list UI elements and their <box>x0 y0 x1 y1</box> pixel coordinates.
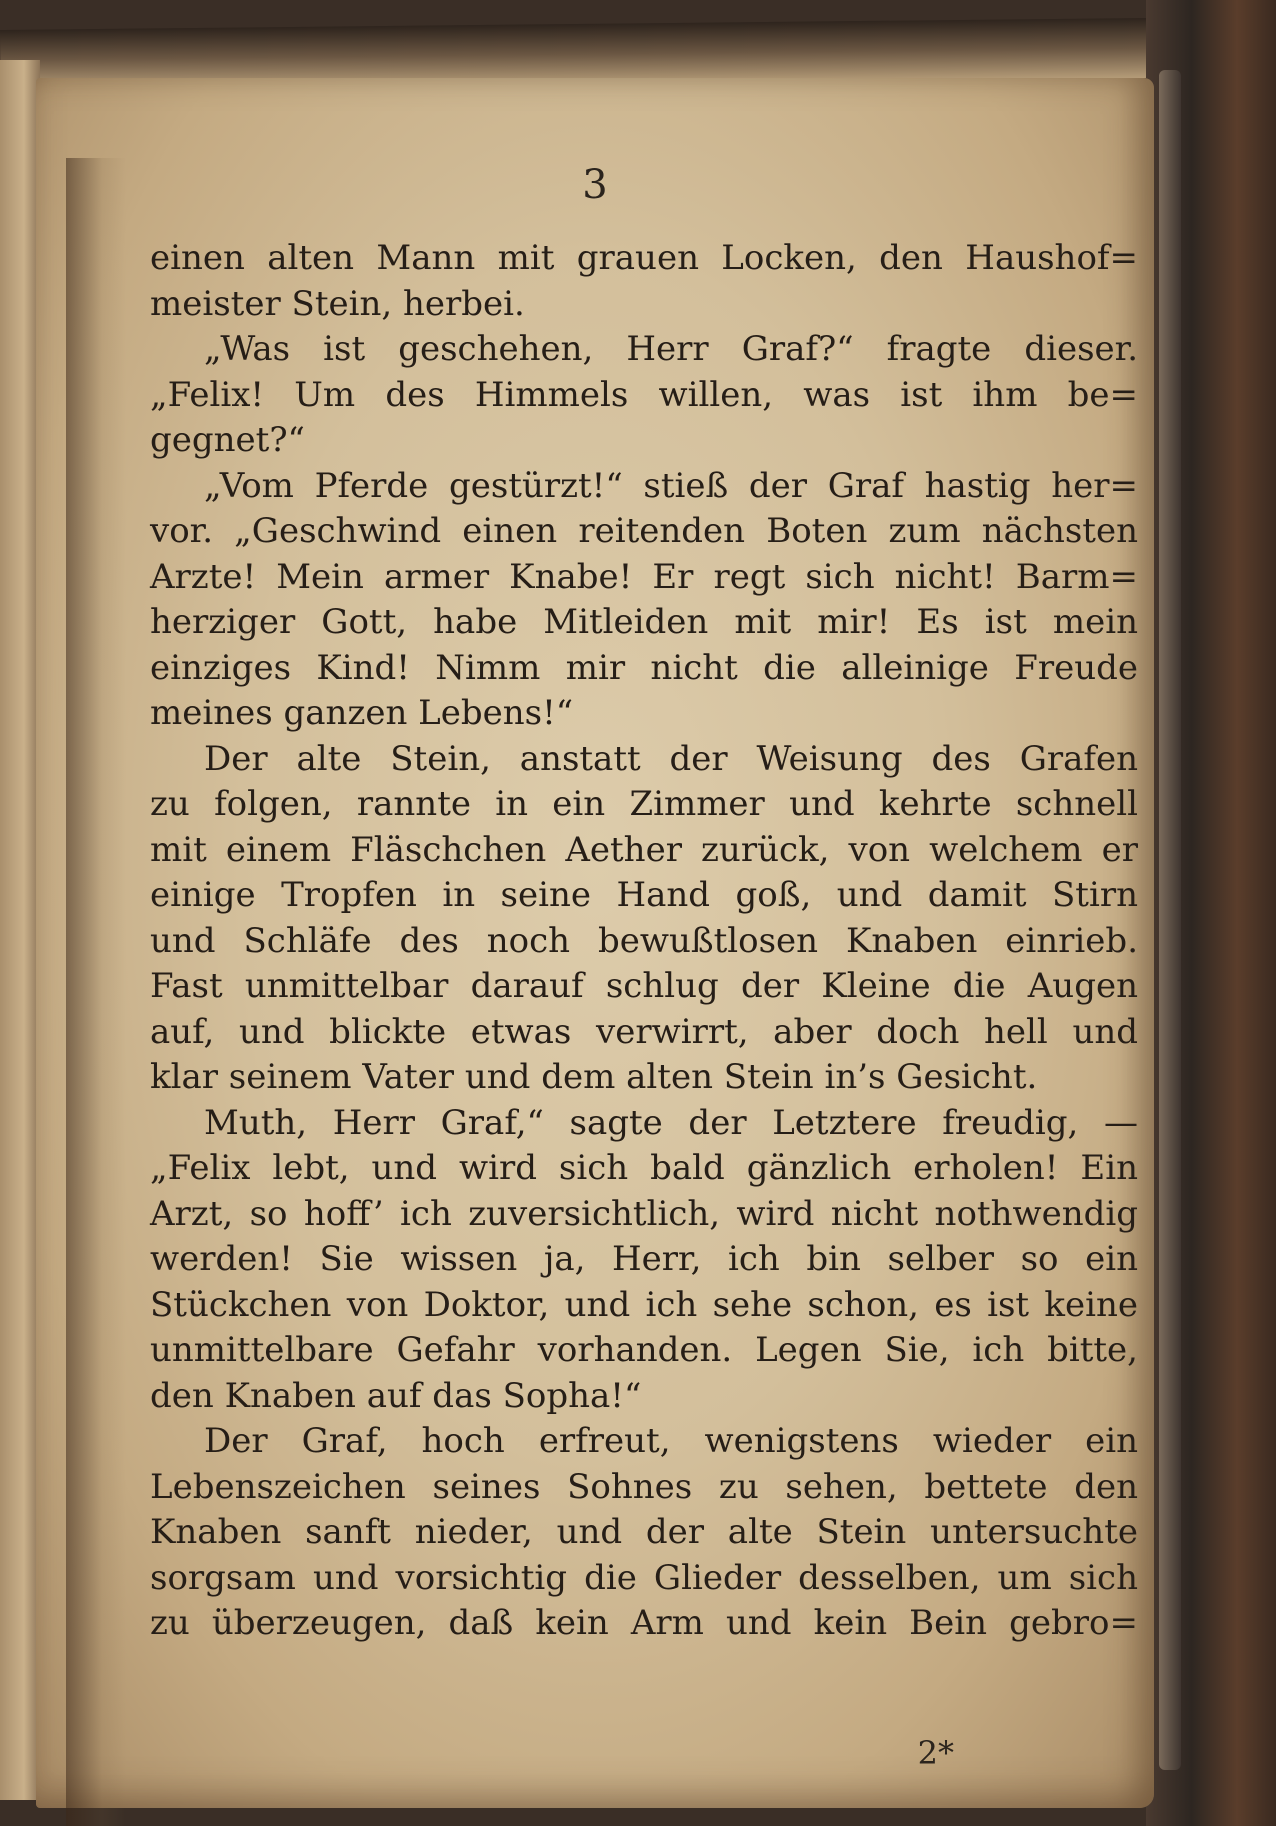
text-line: „Felix! Um des Himmels willen, was ist ihm be= <box>150 374 1138 415</box>
text-line: „Was ist geschehen, Herr Graf?“ fragte dieser. <box>204 329 1138 369</box>
text-line: Arzt, so hoff’ ich zuversichtlich, wird nicht nothwendig <box>150 1193 1138 1234</box>
text-line: sorgsam und vorsichtig die Glieder desselben, um sich <box>150 1557 1138 1598</box>
left-facing-page-edge <box>0 60 40 1800</box>
text-line: zu folgen, rannte in ein Zimmer und kehrte schnell <box>150 784 1138 824</box>
text-line: Fast unmittelbar darauf schlug der Kleine die Augen <box>150 966 1138 1006</box>
text-line: vor. „Geschwind einen reitenden Boten zum nächsten <box>150 511 1138 551</box>
text-line: mit einem Fläschchen Aether zurück, von welchem er <box>150 829 1138 870</box>
body-text <box>150 236 1138 1647</box>
signature-mark: 2* <box>917 1734 954 1772</box>
page-number: 3 <box>582 162 608 208</box>
text-line: zu überzeugen, daß kein Arm und kein Bein gebro= <box>150 1603 1138 1643</box>
text-line: einziges Kind! Nimm mir nicht die alleinige Freude <box>150 647 1138 688</box>
book-page <box>36 78 1154 1808</box>
text-line: einen alten Mann mit grauen Locken, den Haushof= <box>150 238 1138 278</box>
text-line: klar seinem Vater und dem alten Stein in’s Gesicht. <box>150 1057 1038 1097</box>
text-line: meines ganzen Lebens!“ <box>150 693 574 733</box>
text-line: meister Stein, herbei. <box>150 283 525 324</box>
text-line: Lebenszeichen seines Sohnes zu sehen, bettete den <box>150 1466 1138 1507</box>
text-line: Der Graf, hoch erfreut, wenigstens wieder ein <box>204 1421 1138 1461</box>
text-line: und Schläfe des noch bewußtlosen Knaben einrieb. <box>150 920 1138 961</box>
text-line: gegnet?“ <box>150 420 305 460</box>
text-line: den Knaben auf das Sopha!“ <box>150 1375 642 1416</box>
text-line: herziger Gott, habe Mitleiden mit mir! Es ist mein <box>150 602 1138 642</box>
text-line: „Vom Pferde gestürzt!“ stieß der Graf hastig her= <box>204 465 1138 506</box>
cover-board-edge <box>1159 70 1181 1770</box>
text-line: unmittelbare Gefahr vorhanden. Legen Sie, ich bitte, <box>150 1330 1138 1370</box>
text-line: Knaben sanft nieder, und der alte Stein untersuchte <box>150 1512 1138 1552</box>
text-line: Arzte! Mein armer Knabe! Er regt sich nicht! Barm= <box>150 556 1138 597</box>
text-line: „Felix lebt, und wird sich bald gänzlich erholen! Ein <box>150 1148 1138 1188</box>
text-line: Stückchen von Doktor, und ich sehe schon, es ist keine <box>150 1284 1138 1325</box>
gutter-shadow <box>66 158 126 1826</box>
text-line: auf, und blickte etwas verwirrt, aber doch hell und <box>150 1011 1138 1052</box>
text-line: Der alte Stein, anstatt der Weisung des Grafen <box>204 738 1138 779</box>
text-line: Muth, Herr Graf,“ sagte der Letztere freudig, — <box>204 1102 1138 1143</box>
text-line: einige Tropfen in seine Hand goß, und damit Stirn <box>150 875 1138 915</box>
text-line: werden! Sie wissen ja, Herr, ich bin selber so ein <box>150 1239 1138 1279</box>
